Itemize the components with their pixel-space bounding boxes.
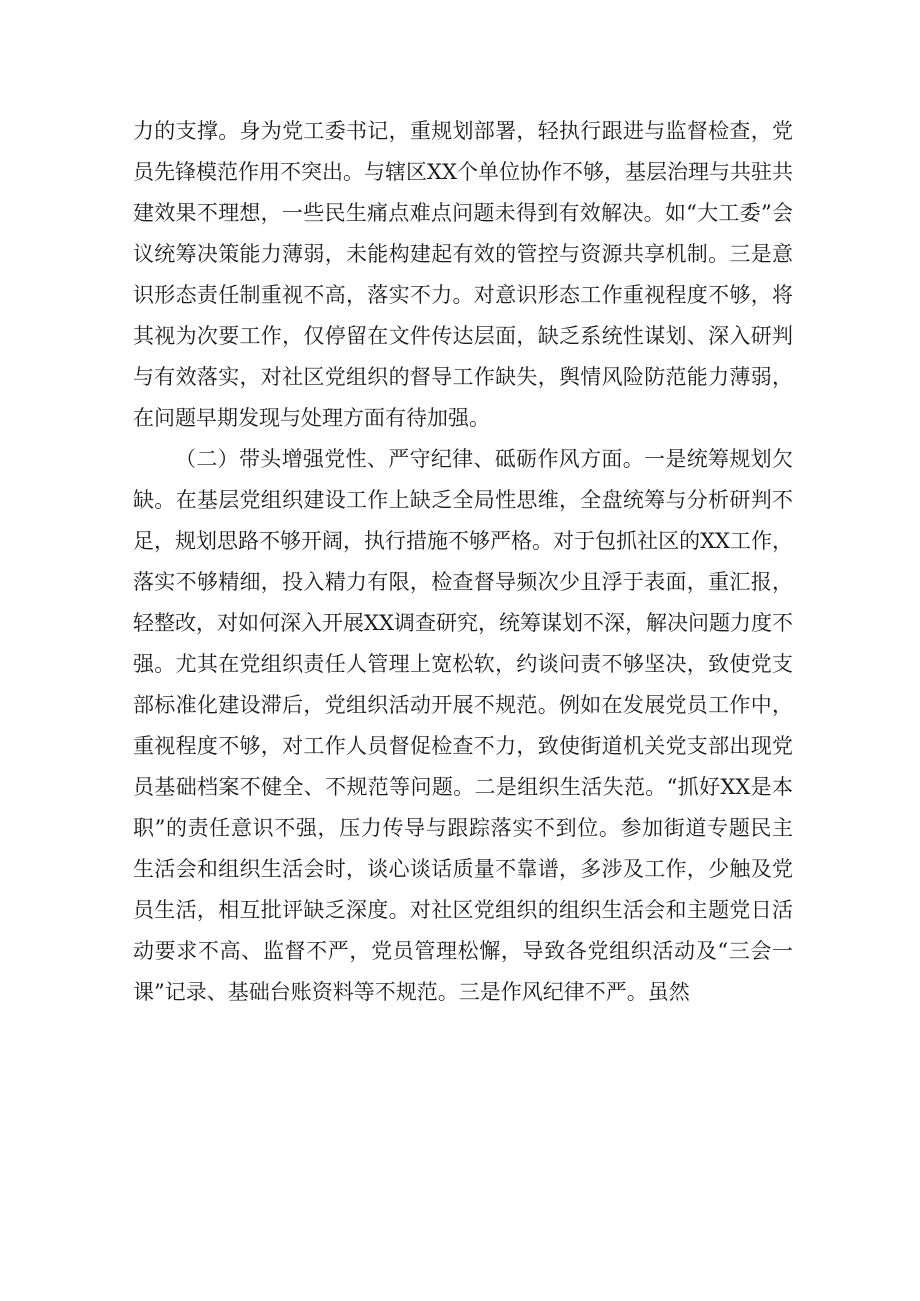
paragraph-section-two: （二）带头增强党性、严守纪律、砥砺作风方面。一是统筹规划欠缺。在基层党组织建设工作上缺乏全局性思维，全盘统筹与分析研判不足，规划思路不够开阔，执行措施不够严格。对于包抓社区的XX工作，落实不够精细，投入精力有限，检查督导频次少且浮于表面，重汇报，轻整改，对如何深入开展XX调查研究，统筹谋划不深，解决问题力度不强。尤其在党组织责任人管理上宽松软，约谈问责不够坚决，致使党支部标准化建设滞后，党组织活动开展不规范。例如在发展党员工作中，重视程度不够，对工作人员督促检查不力，致使街道机关党支部出现党员基础档案不健全、不规范等问题。二是组织生活失范。“抓好XX是本职”的责任意识不强，压力传导与跟踪落实不到位。参加街道专题民主生活会和组织生活会时，谈心谈话质量不靠谱，多涉及工作，少触及党员生活，相互批评缺乏深度。对社区党组织的组织生活会和主题党日活动要求不高、监督不严，党员管理松懈，导致各党组织活动及“三会一课”记录、基础台账资料等不规范。三是作风纪律不严。虽然 xyxy=(133,447,793,1004)
paragraph-continuation: 力的支撑。身为党工委书记，重规划部署，轻执行跟进与监督检查，党员先锋模范作用不突出。与辖区XX个单位协作不够，基层治理与共驻共建效果不理想，一些民生痛点难点问题未得到有效解决。如“大工委”会议统筹决策能力薄弱，未能构建起有效的管控与资源共享机制。三是意识形态责任制重视不高，落实不力。对意识形态工作重视程度不够，将其视为次要工作，仅停留在文件传达层面，缺乏系统性谋划、深入研判与有效落实，对社区党组织的督导工作缺失，舆情风险防范能力薄弱，在问题早期发现与处理方面有待加强。 xyxy=(133,119,793,430)
document-body xyxy=(133,111,793,1013)
